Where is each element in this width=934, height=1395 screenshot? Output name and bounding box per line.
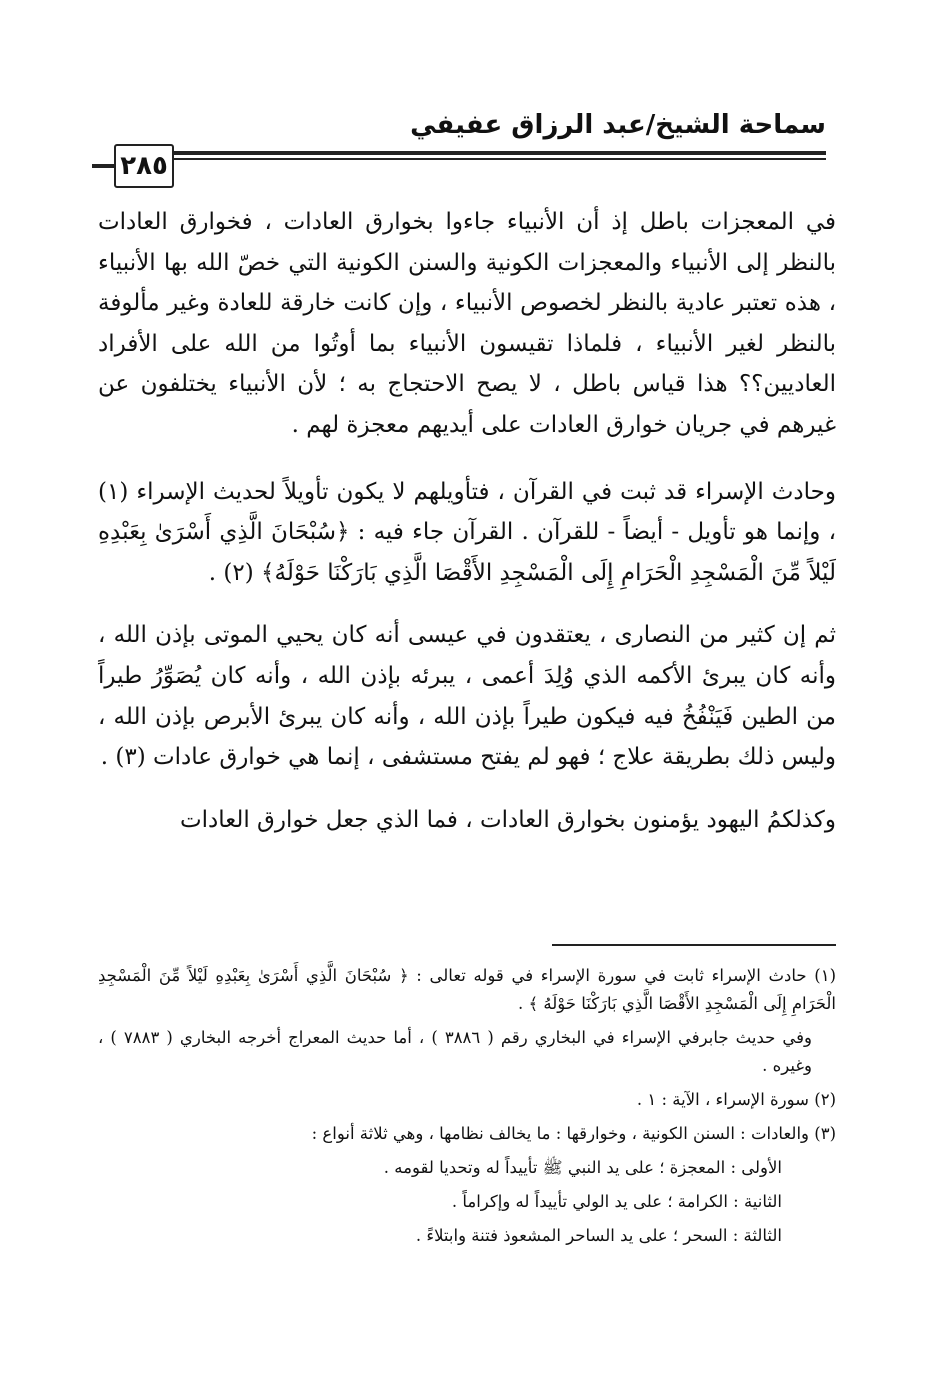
page-number: ٢٨٥ [114,144,174,188]
footnote-3-item: الثالثة : السحر ؛ على يد الساحر المشعوذ فتنة وابتلاءً . [415,1226,782,1245]
footnote-1-continuation: وفي حديث جابرفي الإسراء في البخاري رقم ( ٣٨٨٦ ) ، أما حديث المعراج أخرجه البخاري ( ٧٨٨٣ ) ، وغيره . [98,1028,812,1075]
footnote-3-item: الثانية : الكرامة ؛ على يد الولي تأييداً له وإكراماً . [451,1192,782,1211]
paragraph: وحادث الإسراء قد ثبت في القرآن ، فتأويلهم لا يكون تأويلاً لحديث الإسراء (١) ، وإنما هو تأويل - أيضاً - للقرآن . القرآن جاء فيه : ﴿سُبْحَانَ الَّذِي أَسْرَىٰ بِعَبْدِهِ لَيْلاً مِّنَ الْمَسْجِدِ الْحَرَامِ إِلَى الْمَسْجِدِ الأَقْصَا الَّذِي بَارَكْنَا حَوْلَهُ﴾ (٢) . [98,478,836,586]
paragraph: في المعجزات باطل إذ أن الأنبياء جاءوا بخوارق العادات ، فخوارق العادات بالنظر إلى الأنبياء والمعجزات الكونية والسنن الكونية التي خصّ الله بها الأنبياء ، هذه تعتبر عادية بالنظر لخصوص الأنبياء ، وإن كانت خارقة للعادة وغير مألوفة بالنظر لغير الأنبياء ، فلماذا تقيسون الأنبياء بما أوتُوا من الله على الأفراد العاديين؟؟ هذا قياس باطل ، لا يصح الاحتجاج به ؛ لأن الأنبياء يختلفون عن غيرهم في جريان خوارق العادات على أيديهم معجزة لهم . [98,209,836,438]
footnote-2: (٢) سورة الإسراء ، الآية : ١ . [636,1090,836,1109]
footnote-3: (٣) والعادات : السنن الكونية ، وخوارقها : ما يخالف نظامها ، وهي ثلاثة أنواع : [311,1124,836,1143]
header-rule-left [92,164,116,168]
header-rule-thin [170,158,826,160]
paragraph: وكذلكمُ اليهود يؤمنون بخوارق العادات ، فما الذي جعل خوارق العادات [179,806,836,833]
paragraph: ثم إن كثير من النصارى ، يعتقدون في عيسى أنه كان يحيي الموتى بإذن الله ، وأنه كان يبرئ الأكمه الذي وُلِدَ أعمى ، يبرئه بإذن الله ، وأنه كان يُصَوِّرُ طيراً من الطين فَيَنْفُخُ فيه فيكون طيراً بإذن الله ، وأنه كان يبرئ الأبرص بإذن الله ، وليس ذلك بطريقة علاج ؛ فهو لم يفتح مستشفى ، إنما هي خوارق عادات (٣) . [98,622,836,771]
running-title: سماحة الشيخ/عبد الرزاق عفيفي [410,110,826,140]
footnote-3-item: الأولى : المعجزة ؛ على يد النبي ﷺ تأييداً له وتحديا لقومه . [383,1158,782,1177]
footnote-1: (١) حادث الإسراء ثابت في سورة الإسراء في قوله تعالى : ﴿ سُبْحَانَ الَّذِي أَسْرَىٰ بِعَبْدِهِ لَيْلاً مِّنَ الْمَسْجِدِ الْحَرَامِ إِلَى الْمَسْجِدِ الأَقْصَا الَّذِي بَارَكْنَا حَوْلَهُ ﴾ . [98,966,836,1013]
main-text [98,202,836,864]
footnotes [98,962,836,1256]
footnote-separator [552,944,836,946]
header-rule [170,151,826,155]
